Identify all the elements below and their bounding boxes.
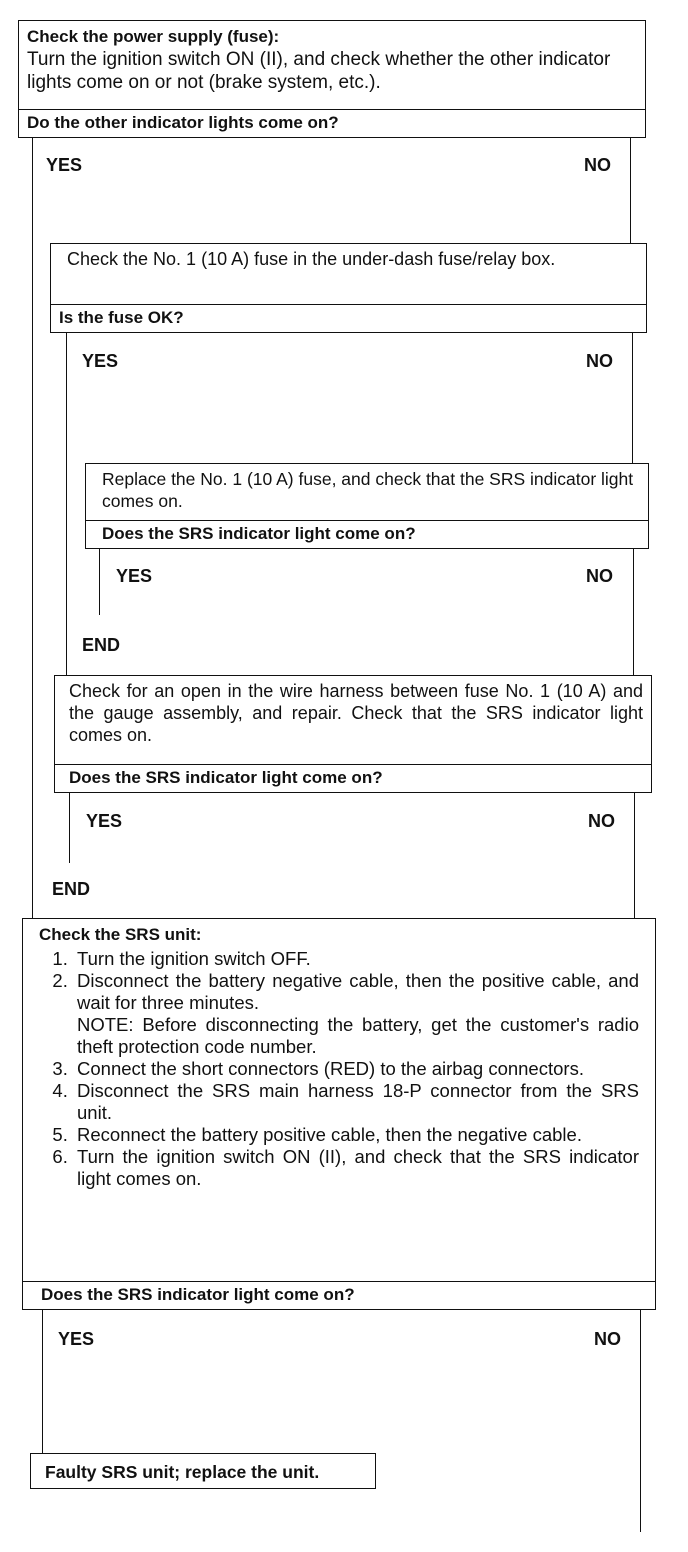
step4-no-line bbox=[634, 793, 635, 918]
step1-title: Check the power supply (fuse): bbox=[27, 27, 280, 46]
step5-yes-line bbox=[42, 1310, 43, 1453]
step3-yes-line bbox=[99, 549, 100, 615]
step3-no-label: NO bbox=[586, 566, 613, 586]
step1-yes-label: YES bbox=[46, 155, 83, 175]
step1-yes-line bbox=[32, 138, 33, 918]
step3-text bbox=[86, 464, 648, 515]
step5-box bbox=[22, 918, 656, 1310]
step2-yes-line bbox=[66, 333, 67, 675]
step1-question: Do the other indicator lights come on? bbox=[19, 109, 645, 137]
step3-question: Does the SRS indicator light come on? bbox=[86, 520, 648, 548]
step5-item-4: 4. Disconnect the SRS main harness 18-P connector from the SRS unit. bbox=[73, 1080, 639, 1124]
step1-no-label: NO bbox=[584, 155, 611, 175]
step3-body: Replace the No. 1 (10 A) fuse, and check that the SRS indicator light comes on. bbox=[102, 469, 634, 511]
step5-item-6: 6. Turn the ignition switch ON (II), and check that the SRS indicator light comes on. bbox=[73, 1146, 639, 1190]
step1-text bbox=[19, 21, 645, 97]
step3-box bbox=[85, 463, 649, 549]
step5-question: Does the SRS indicator light come on? bbox=[23, 1281, 655, 1309]
step1-no-line bbox=[630, 138, 631, 243]
step2-no-line bbox=[632, 333, 633, 463]
step2-text bbox=[51, 244, 646, 274]
step3-no-line bbox=[633, 549, 634, 675]
step4-text bbox=[55, 676, 651, 749]
step3-end-label: END bbox=[82, 635, 121, 655]
step5-text bbox=[23, 919, 655, 1193]
step5-item-2 bbox=[73, 970, 639, 1058]
result-text: Faulty SRS unit; replace the unit. bbox=[45, 1462, 320, 1482]
step5-item-1: 1. Turn the ignition switch OFF. bbox=[73, 948, 639, 970]
step5-no-line bbox=[640, 1310, 641, 1532]
step4-yes-label: YES bbox=[86, 811, 123, 831]
step1-body: Turn the ignition switch ON (II), and check whether the other indicator lights come on or not (brake system, etc.). bbox=[27, 49, 611, 93]
step4-end-label: END bbox=[52, 879, 91, 899]
step5-title: Check the SRS unit: bbox=[39, 925, 202, 944]
step4-box bbox=[54, 675, 652, 793]
step2-no-label: NO bbox=[586, 351, 613, 371]
step2-body: Check the No. 1 (10 A) fuse in the under-dash fuse/relay box. bbox=[67, 249, 556, 269]
step5-yes-label: YES bbox=[58, 1329, 95, 1349]
step5-item-5: 5. Reconnect the battery positive cable, then the negative cable. bbox=[73, 1124, 639, 1146]
step3-yes-label: YES bbox=[116, 566, 153, 586]
step5-item-3: 3. Connect the short connectors (RED) to the airbag connectors. bbox=[73, 1058, 639, 1080]
step5-note: NOTE: Before disconnecting the battery, get the customer's radio theft protection code number. bbox=[77, 1014, 639, 1057]
step5-no-label: NO bbox=[594, 1329, 621, 1349]
step5-item-2-text: Disconnect the battery negative cable, then the positive cable, and wait for three minutes. bbox=[77, 970, 639, 1013]
step4-no-label: NO bbox=[588, 811, 615, 831]
step4-yes-line bbox=[69, 793, 70, 863]
result-box bbox=[30, 1453, 376, 1489]
step4-body: Check for an open in the wire harness between fuse No. 1 (10 A) and the gauge assembly, and repair. Check that the SRS indicator light comes on. bbox=[69, 681, 643, 745]
step5-list bbox=[39, 948, 639, 1190]
step2-question: Is the fuse OK? bbox=[51, 304, 646, 332]
step2-box bbox=[50, 243, 647, 333]
step2-yes-label: YES bbox=[82, 351, 119, 371]
step4-question: Does the SRS indicator light come on? bbox=[55, 764, 651, 792]
step1-box bbox=[18, 20, 646, 138]
